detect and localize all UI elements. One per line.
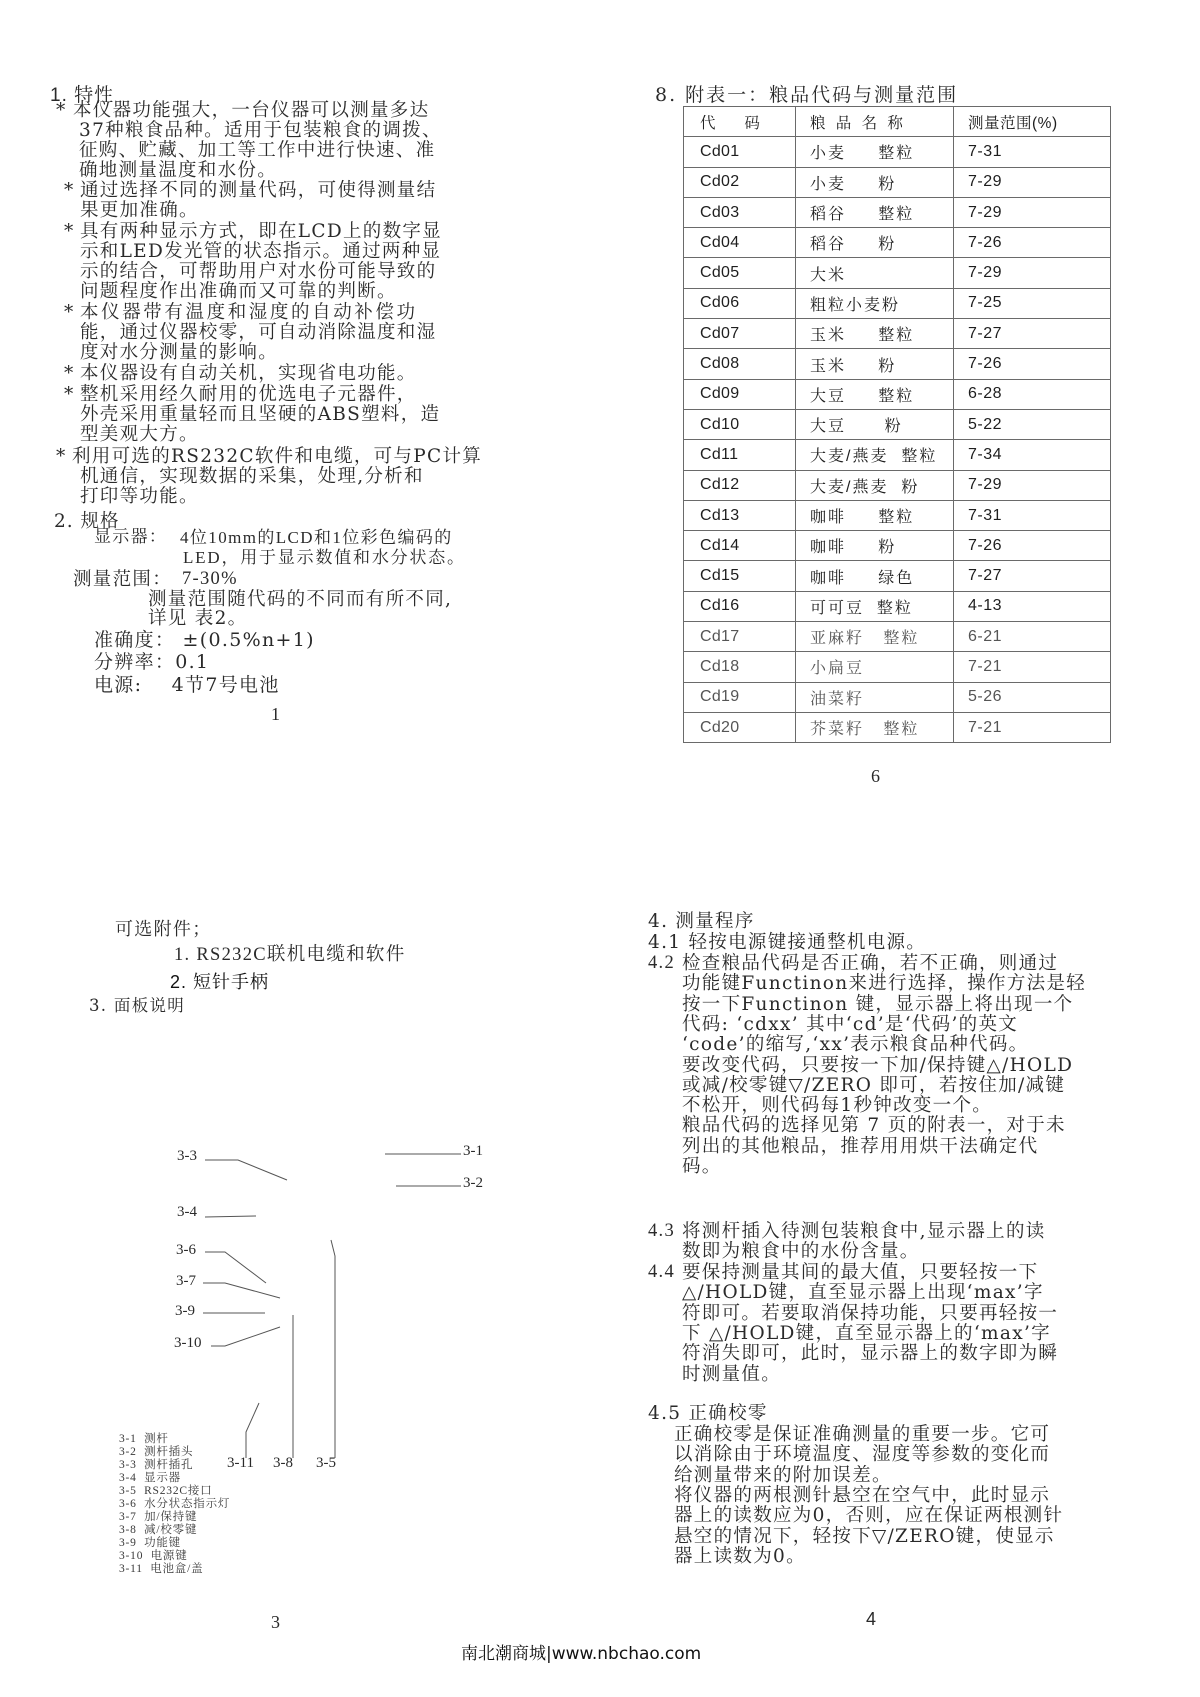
feature-4-line-1: 本仪器带有温度和湿度的自动补偿功 [80,302,418,323]
step-4-2-line: 功能键Functinon来进行选择，操作方法是轻 [682,973,1087,995]
cell-range: 6-28 [954,379,1111,409]
spec-resolution: 分辨率：0.1 [94,651,210,673]
header-code: 代 码 [684,107,796,137]
cell-code: Cd04 [684,228,796,258]
leader-3-11 [246,1403,259,1458]
page-number: 1 [271,704,280,724]
leader-3-7 [203,1283,280,1298]
spec-display-line-1: 4位10mm的LCD和1位彩色编码的 [180,528,453,547]
header-grain-name: 粮 品 名 称 [796,107,954,137]
callout-3-5: 3-5 [316,1455,336,1471]
cell-code: Cd16 [684,591,796,621]
leader-3-3-5 [331,1240,335,1458]
step-4-5-line: 悬空的情况下，轻按下▽/ZERO键，使显示 [674,1525,1055,1547]
cell-code: Cd20 [684,712,796,742]
cell-code: Cd14 [684,531,796,561]
cell-range: 7-29 [954,167,1111,197]
legend-item: 3-7 加/保持键 [119,1511,198,1523]
step-4-5-line: 给测量带来的附加误差。 [674,1464,892,1486]
cell-grain-name: 大麦/燕麦 粉 [796,470,954,500]
feature-bullet: * [56,446,67,467]
accessory-item-2: 2. 短针手柄 [170,972,270,992]
cell-range: 7-27 [954,319,1111,349]
cell-code: Cd13 [684,500,796,530]
legend-item: 3-5 RS232C接口 [119,1485,213,1497]
legend-item: 3-2 测杆插头 [119,1446,194,1458]
feature-7-line-3: 打印等功能。 [80,486,199,507]
spec-display-line-2: LED，用于显示数值和水分状态。 [183,548,466,567]
legend-item: 3-10 电源键 [119,1550,188,1562]
cell-grain-name: 大米 [796,258,954,288]
cell-grain-name: 咖啡 粉 [796,531,954,561]
step-4-3-line: 将测杆插入待测包装粮食中,显示器上的读 [682,1221,1046,1242]
step-4-4-line: 符消失即可，此时，显示器上的数字即为瞬 [682,1343,1059,1365]
cell-grain-name: 大豆 整粒 [796,379,954,409]
cell-range: 7-25 [954,288,1111,318]
legend-item: 3-8 减/校零键 [119,1524,198,1536]
cell-code: Cd15 [684,561,796,591]
cell-grain-name: 玉米 粉 [796,349,954,379]
cell-code: Cd18 [684,652,796,682]
spec-accuracy: 准确度： ±(0.5%n+1) [94,629,315,651]
footer-watermark: 南北潮商城|www.nbchao.com [461,1644,702,1664]
spec-power: 电源: 4节7号电池 [94,674,280,696]
feature-6-line-2: 外壳采用重量轻而且坚硬的ABS塑料，造 [80,404,441,425]
cell-code: Cd05 [684,258,796,288]
spec-range-value: 7-30% [182,569,238,589]
leader-3-6 [205,1252,266,1283]
step-4-5-line: 正确校零是保证准确测量的重要一步。它可 [674,1424,1051,1445]
header-range: 测量范围(%) [954,107,1111,137]
appendix-title: 8. 附表一：粮品代码与测量范围 [655,84,959,106]
page-number: 6 [871,766,880,786]
step-4-5-line: 以消除由于环境温度、湿度等参数的变化而 [674,1444,1051,1466]
cell-grain-name: 芥菜籽 整粒 [796,712,954,742]
cell-grain-name: 玉米 整粒 [796,319,954,349]
feature-bullet: * [64,363,75,384]
feature-3-line-1: 具有两种显示方式，即在LCD上的数字显 [80,221,442,242]
feature-7-line-1: 利用可选的RS232C软件和电缆，可与PC计算 [72,446,483,467]
feature-1-line-3: 征购、贮藏、加工等工作中进行快速、准 [79,140,436,161]
leader-3-4 [205,1216,256,1217]
cell-code: Cd12 [684,470,796,500]
step-4-3-line: 数即为粮食中的水份含量。 [682,1241,920,1263]
step-4-4-line: △/HOLD键，直至显示器上出现‘max’字 [682,1282,1044,1304]
legend-item: 3-6 水分状态指示灯 [119,1498,231,1510]
step-4-2-line: 或减/校零键▽/ZERO 即可，若按住加/减键 [682,1074,1066,1096]
feature-4-line-2: 能，通过仪器校零，可自动消除温度和湿 [80,322,437,343]
cell-grain-name: 咖啡 绿色 [796,561,954,591]
callout-3-11: 3-11 [227,1455,254,1471]
callout-3-3: 3-3 [177,1148,197,1164]
cell-range: 7-31 [954,137,1111,167]
feature-4-line-3: 度对水分测量的影响。 [80,342,279,363]
cell-grain-name: 亚麻籽 整粒 [796,622,954,652]
step-4-2-line: 代码: ‘cdxx’ 其中‘cd’是‘代码’的英文 [682,1013,1019,1035]
cell-range: 7-26 [954,531,1111,561]
page-number: 4 [866,1609,877,1629]
feature-1-line-1: 本仪器功能强大，一台仪器可以测量多达 [73,100,430,121]
legend-item: 3-4 显示器 [119,1472,181,1484]
step-4-2-line: 列出的其他粮品，推荐用用烘干法确定代 [682,1135,1039,1157]
feature-6-line-1: 整机采用经久耐用的优选电子元器件， [80,384,417,405]
section-1-title: 1. 特性 [50,85,115,106]
cell-range: 5-26 [954,682,1111,712]
cell-grain-name: 大豆 粉 [796,409,954,439]
section-4-title: 4. 测量程序 [648,911,755,932]
spec-display-label: 显示器： [94,527,168,547]
step-4-2-line: 检查粮品代码是否正确，若不正确，则通过 [682,953,1059,974]
cell-code: Cd01 [684,137,796,167]
spec-range-note-1: 测量范围随代码的不同而有所不同, [148,589,453,610]
cell-grain-name: 可可豆 整粒 [796,591,954,621]
cell-range: 6-21 [954,622,1111,652]
step-4-4-line: 时测量值。 [682,1363,782,1385]
step-4-5-line: 将仪器的两根测针悬空在空气中，此时显示 [674,1484,1051,1506]
section-2-title: 2. 规格 [54,511,120,532]
cell-range: 5-22 [954,409,1111,439]
feature-bullet: * [64,221,75,242]
cell-range: 7-21 [954,652,1111,682]
step-4-4-line: 下 △/HOLD键，直至显示器上的‘max’字 [682,1322,1051,1344]
step-4-5-line: 器上的读数应为0，否则，应在保证两根测针 [674,1505,1064,1527]
callout-3-4: 3-4 [177,1204,197,1220]
feature-1-line-2: 37种粮食品种。适用于包装粮食的调拨、 [79,120,442,141]
legend-item: 3-3 测杆插孔 [119,1459,194,1471]
cell-grain-name: 油菜籽 [796,682,954,712]
feature-3-line-2: 示和LED发光管的状态指示。通过两种显 [80,241,442,262]
accessory-item-1: 1. RS232C联机电缆和软件 [174,945,406,965]
cell-grain-name: 粗粒小麦粉 [796,288,954,318]
cell-code: Cd08 [684,349,796,379]
step-4-2-line: 不松开，则代码每1秒钟改变一个。 [682,1095,993,1117]
feature-7-line-2: 机通信，实现数据的采集，处理,分析和 [80,466,424,487]
spec-range-label: 测量范围： [73,569,173,590]
step-4-5-title: 4.5 正确校零 [648,1403,768,1424]
legend-item: 3-11 电池盒/盖 [119,1563,204,1575]
feature-3-line-3: 示的结合，可帮助用户对水份可能导致的 [80,261,437,282]
callout-3-6: 3-6 [176,1242,196,1258]
cell-grain-name: 大麦/燕麦 整粒 [796,440,954,470]
cell-code: Cd11 [684,440,796,470]
step-4-2-line: 按一下Functinon 键，显示器上将出现一个 [682,993,1074,1015]
cell-range: 7-31 [954,500,1111,530]
cell-grain-name: 小麦 粉 [796,167,954,197]
step-4-4-line: 符即可。若要取消保持功能，只要再轻按一 [682,1302,1059,1324]
cell-code: Cd10 [684,409,796,439]
cell-code: Cd09 [684,379,796,409]
feature-bullet: * [64,384,75,405]
step-4-1: 4.1 轻按电源键接通整机电源。 [648,932,927,953]
cell-code: Cd06 [684,288,796,318]
cell-range: 7-29 [954,470,1111,500]
cell-grain-name: 稻谷 粉 [796,228,954,258]
feature-3-line-4: 问题程度作出准确而又可靠的判断。 [80,281,397,302]
callout-3-1: 3-1 [463,1143,483,1159]
feature-5-line-1: 本仪器设有自动关机，实现省电功能。 [80,363,417,384]
cell-grain-name: 稻谷 整粒 [796,197,954,227]
cell-code: Cd17 [684,622,796,652]
feature-2-line-2: 果更加准确。 [80,200,199,221]
leader-3-10 [211,1327,280,1346]
feature-1-line-4: 确地测量温度和水份。 [79,160,278,181]
cell-code: Cd03 [684,197,796,227]
callout-3-2: 3-2 [463,1175,483,1191]
step-4-5-line: 器上读数为0。 [674,1545,806,1567]
cell-range: 7-29 [954,197,1111,227]
step-4-2-line: 要改变代码，只要按一下加/保持键△/HOLD [682,1054,1074,1076]
cell-code: Cd19 [684,682,796,712]
step-4-4-number: 4.4 [648,1262,676,1282]
cell-range: 7-27 [954,561,1111,591]
callout-3-8: 3-8 [273,1455,293,1471]
page-number: 3 [271,1612,280,1632]
cell-code: Cd02 [684,167,796,197]
leader-3-3 [205,1160,287,1180]
cell-range: 7-34 [954,440,1111,470]
callout-3-10: 3-10 [174,1335,202,1351]
legend-item: 3-1 测杆 [119,1433,169,1445]
feature-2-line-1: 通过选择不同的测量代码，可使得测量结 [80,180,437,201]
feature-bullet: * [64,302,75,323]
cell-code: Cd07 [684,319,796,349]
step-4-2-line: 粮品代码的选择见第 7 页的附表一，对于未 [682,1115,1066,1137]
feature-bullet: * [56,100,67,121]
feature-6-line-3: 型美观大方。 [80,424,199,445]
callout-3-7: 3-7 [176,1273,196,1289]
spec-range-note-2: 详见 表2。 [148,608,248,629]
cell-range: 7-21 [954,712,1111,742]
step-4-3-number: 4.3 [648,1221,676,1241]
accessories-title: 可选附件； [115,919,212,940]
cell-grain-name: 咖啡 整粒 [796,500,954,530]
feature-bullet: * [64,180,75,201]
legend-item: 3-9 功能键 [119,1537,181,1549]
cell-range: 4-13 [954,591,1111,621]
cell-range: 7-29 [954,258,1111,288]
cell-range: 7-26 [954,228,1111,258]
cell-grain-name: 小麦 整粒 [796,137,954,167]
section-3-title: 3. 面板说明 [89,996,186,1015]
step-4-2-line: ‘code’的缩写,‘xx’表示粮食品种代码。 [682,1034,1029,1056]
step-4-4-line: 要保持测量其间的最大值，只要轻按一下 [682,1262,1039,1283]
step-4-2-line: 码。 [682,1156,722,1177]
cell-grain-name: 小扁豆 [796,652,954,682]
step-4-2-number: 4.2 [648,953,676,973]
cell-range: 7-26 [954,349,1111,379]
callout-3-9: 3-9 [175,1303,195,1319]
